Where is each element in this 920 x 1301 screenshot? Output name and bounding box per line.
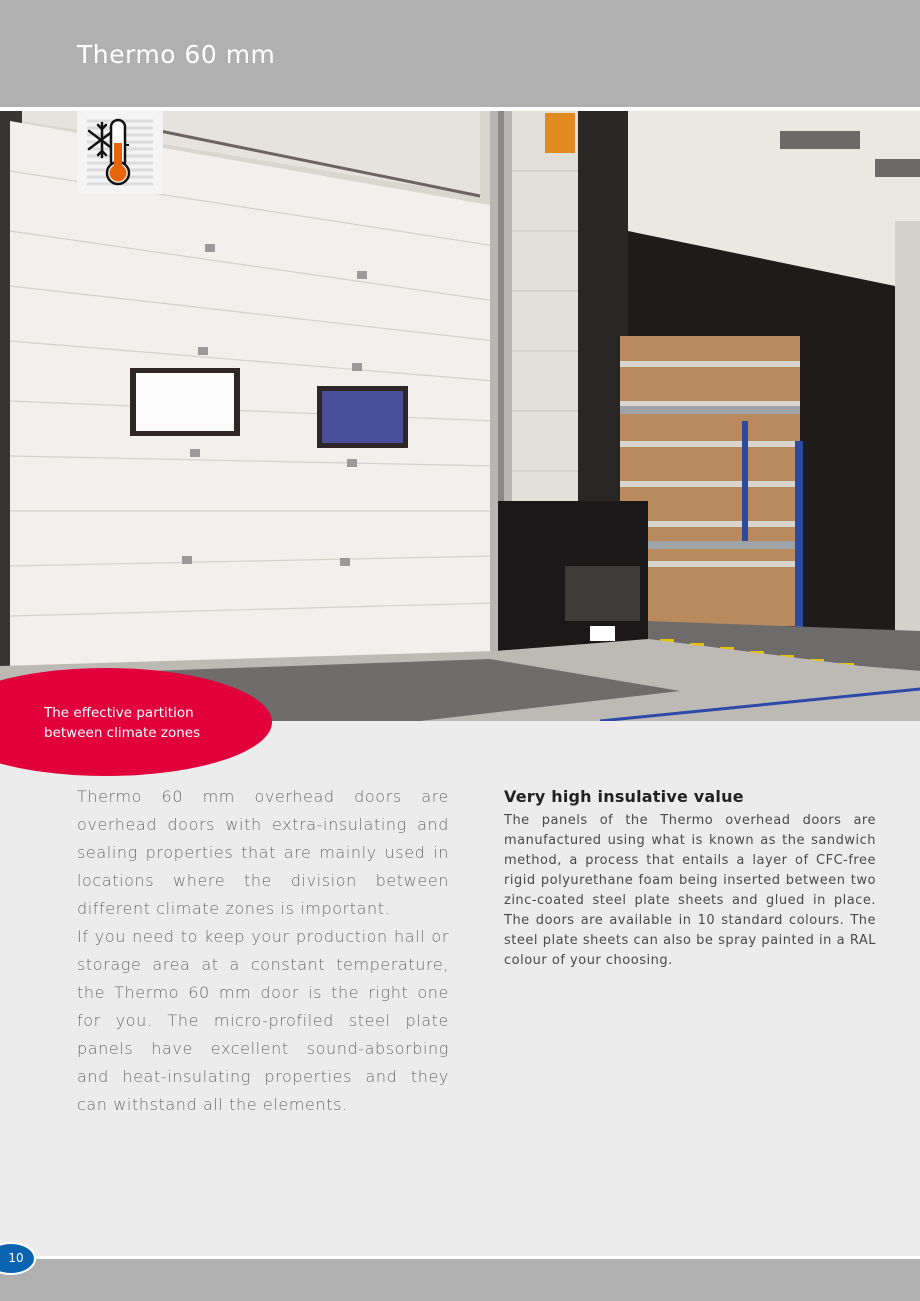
intro-paragraph-2: If you need to keep your production hall or storage area at a constant temperature, the Thermo 60 mm door is the right one for you. The micro-profiled steel plate panels have excellent sound-absorbing and heat-insulating properties and they can withstand all the elements.: [77, 927, 449, 1114]
page-title: Thermo 60 mm: [77, 40, 276, 69]
feature-body: The panels of the Thermo overhead doors are manufactured using what is known as the sandwich method, a process that entails a layer of CFC-free rigid polyurethane foam being inserted between two zinc-coated steel plate sheets and glued in place. The doors are available in 10 standard colours. The steel plate sheets can also be spray painted in a RAL colour of your choosing.: [504, 813, 876, 968]
hero-photo: [0, 111, 920, 721]
thermo-insulation-icon: [77, 111, 163, 194]
feature-column: [504, 785, 876, 971]
tagline-line-1: The effective partition: [44, 705, 194, 721]
page-footer: [0, 1259, 920, 1301]
tagline-line-2: between climate zones: [44, 725, 201, 741]
page-number-badge: 10: [0, 1242, 36, 1275]
intro-paragraph-1: Thermo 60 mm overhead doors are overhead doors with extra-insulating and sealing properties that are mainly used in locations where the division between different climate zones is important.: [77, 787, 449, 918]
feature-heading: Very high insulative value: [504, 787, 744, 806]
intro-column: [77, 783, 449, 1119]
thermometer-icon: [107, 120, 129, 184]
tagline-text: [44, 703, 200, 743]
page-header: [0, 0, 920, 107]
